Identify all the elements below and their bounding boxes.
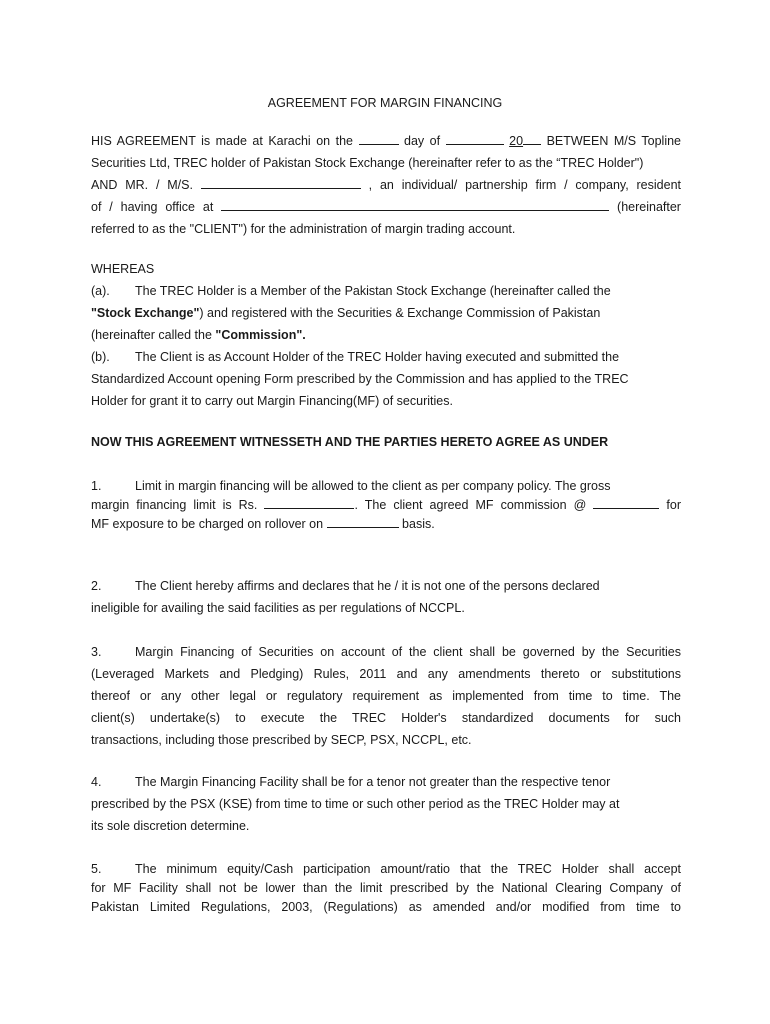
clause-1-line-1: 1. Limit in margin financing will be allowed to the client as per company policy. The gross <box>91 479 611 493</box>
clause-5-line-2: for MF Facility shall not be lower than the limit prescribed by the National Clearing Company of <box>91 881 681 895</box>
whereas-a-line-2: "Stock Exchange") and registered with the Securities & Exchange Commission of Pakistan <box>91 306 601 320</box>
clause-5-line-1: 5. The minimum equity/Cash participation amount/ratio that the TREC Holder shall accept <box>91 862 681 876</box>
clause-5 <box>91 860 681 917</box>
clause-5-line-3: Pakistan Limited Regulations, 2003, (Regulations) as amended and/or modified from time to <box>91 900 681 914</box>
intro-line-4: of / having office at (hereinafter <box>91 200 681 214</box>
clause-1-line-3: MF exposure to be charged on rollover on basis. <box>91 517 435 531</box>
date-day-blank <box>359 132 399 145</box>
clause-4 <box>91 771 681 837</box>
whereas-b-line-2: Standardized Account opening Form prescribed by the Commission and has applied to the TREC <box>91 372 629 386</box>
whereas-section <box>91 258 681 412</box>
clause-2 <box>91 575 681 619</box>
clause-1 <box>91 477 681 534</box>
clause-4-line-2: prescribed by the PSX (KSE) from time to time or such other period as the TREC Holder may at <box>91 797 620 811</box>
whereas-heading: WHEREAS <box>91 262 155 276</box>
clause-3-line-3: thereof or any other legal or regulatory requirement as implemented from time to time. The <box>91 689 681 703</box>
whereas-b-line-1: (b). The Client is as Account Holder of the TREC Holder having executed and submitted the <box>91 350 620 364</box>
limit-amount-blank <box>264 496 354 509</box>
clause-2-line-2: ineligible for availing the said facilities as per regulations of NCCPL. <box>91 601 465 615</box>
clause-4-line-3: its sole discretion determine. <box>91 819 250 833</box>
clause-3 <box>91 641 681 751</box>
commission-rate-blank <box>593 496 659 509</box>
rollover-basis-blank <box>327 515 399 528</box>
clause-2-line-1: 2. The Client hereby affirms and declares that he / it is not one of the persons declared <box>91 579 600 593</box>
clause-3-line-2: (Leveraged Markets and Pledging) Rules, 2011 and any amendments thereto or substitutions <box>91 667 681 681</box>
year-blank <box>523 132 541 145</box>
document-title: AGREEMENT FOR MARGIN FINANCING <box>267 96 503 110</box>
witnesseth-heading: NOW THIS AGREEMENT WITNESSETH AND THE PARTIES HERETO AGREE AS UNDER <box>91 435 609 449</box>
clause-1-line-2: margin financing limit is Rs. . The client agreed MF commission @ for <box>91 498 681 512</box>
intro-line-5: referred to as the "CLIENT") for the administration of margin trading account. <box>91 222 516 236</box>
whereas-a-line-1: (a). The TREC Holder is a Member of the Pakistan Stock Exchange (hereinafter called the <box>91 284 611 298</box>
intro-line-3: AND MR. / M/S. , an individual/ partnership firm / company, resident <box>91 178 681 192</box>
clause-3-line-4: client(s) undertake(s) to execute the TREC Holder's standardized documents for such <box>91 711 681 725</box>
intro-line-2: Securities Ltd, TREC holder of Pakistan Stock Exchange (hereinafter refer to as the “TREC Holder") <box>91 156 644 170</box>
witnesseth-heading-block <box>91 431 681 453</box>
whereas-a-line-3: (hereinafter called the "Commission". <box>91 328 306 342</box>
client-name-blank <box>201 176 361 189</box>
clause-3-line-5: transactions, including those prescribed by SECP, PSX, NCCPL, etc. <box>91 733 472 747</box>
clause-4-line-1: 4. The Margin Financing Facility shall be for a tenor not greater than the respective tenor <box>91 775 611 789</box>
date-month-blank <box>446 132 504 145</box>
intro-line-1: HIS AGREEMENT is made at Karachi on the day of 20 BETWEEN M/S Topline <box>91 134 682 148</box>
intro-paragraph <box>91 130 681 240</box>
office-address-blank <box>221 198 609 211</box>
clause-3-line-1: 3. Margin Financing of Securities on account of the client shall be governed by the Securities <box>91 645 681 659</box>
year-prefix: 20 <box>509 134 524 148</box>
whereas-b-line-3: Holder for grant it to carry out Margin Financing(MF) of securities. <box>91 394 453 408</box>
